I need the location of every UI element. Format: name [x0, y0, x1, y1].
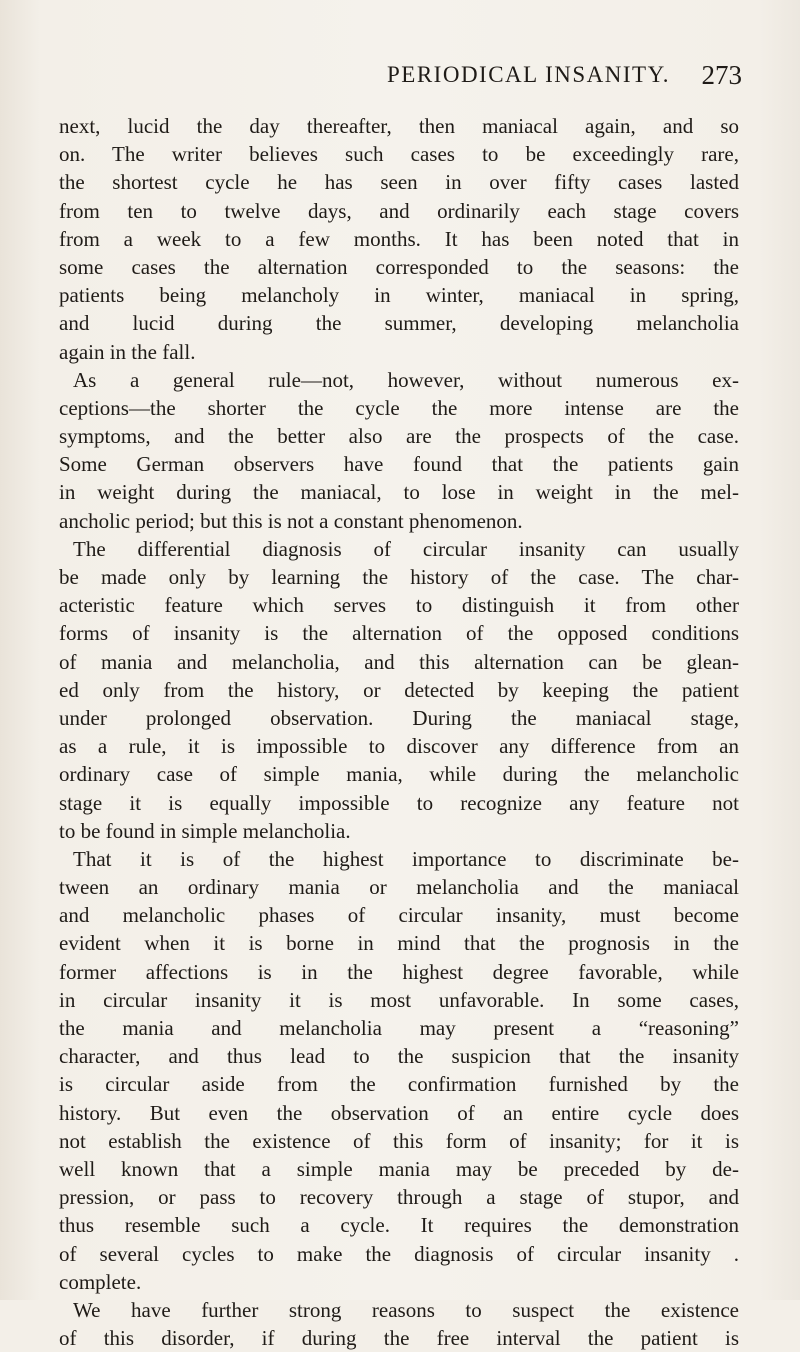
- text-line: the shortest cycle he has seen in over fifty cases lasted: [59, 170, 739, 195]
- text-line: As a general rule—not, however, without numerous ex-: [73, 367, 739, 392]
- text-line: stage it is equally impossible to recognize any feature not: [59, 790, 739, 815]
- text-line: thus resemble such a cycle. It requires the demonstration: [59, 1213, 739, 1238]
- text-line: ordinary case of simple mania, while during the melancholic: [59, 762, 739, 787]
- text-line: ancholic period; but this is not a constant phenomenon.: [59, 508, 523, 533]
- text-line: The differential diagnosis of circular insanity can usually: [73, 536, 739, 561]
- text-line: again in the fall.: [59, 339, 196, 364]
- text-line: be made only by learning the history of the case. The char-: [59, 565, 739, 589]
- text-line: pression, or pass to recovery through a stage of stupor, and: [59, 1185, 739, 1210]
- page-number: 273: [701, 60, 742, 90]
- text-line: tween an ordinary mania or melancholia and the maniacal: [59, 875, 739, 900]
- text-line: as a rule, it is impossible to discover any difference from an: [59, 734, 739, 759]
- text-line: in weight during the maniacal, to lose in weight in the mel-: [59, 480, 739, 505]
- text-line: not establish the existence of this form of insanity; for it is: [59, 1128, 739, 1153]
- text-line: some cases the alternation corresponded to the seasons: the: [59, 254, 739, 279]
- text-line: in circular insanity it is most unfavorable. In some cases,: [59, 987, 739, 1012]
- text-line: acteristic feature which serves to distinguish it from other: [59, 593, 739, 618]
- text-line: under prolonged observation. During the maniacal stage,: [59, 705, 739, 730]
- text-line: well known that a simple mania may be preceded by de-: [59, 1156, 739, 1181]
- text-line: forms of insanity is the alternation of the opposed conditions: [59, 621, 739, 646]
- text-line: next, lucid the day thereafter, then maniacal again, and so: [59, 114, 739, 138]
- text-line: character, and thus lead to the suspicion that the insanity: [59, 1044, 739, 1069]
- text-line: symptoms, and the better also are the prospects of the case.: [59, 424, 739, 449]
- text-line: evident when it is borne in mind that the prognosis in the: [59, 931, 739, 956]
- text-line: and melancholic phases of circular insanity, must become: [59, 903, 739, 928]
- text-line: of this disorder, if during the free interval the patient is: [59, 1326, 739, 1351]
- text-line: ed only from the history, or detected by keeping the patient: [59, 677, 739, 702]
- text-line: Some German observers have found that the patients gain: [59, 452, 739, 477]
- body-text: [59, 112, 739, 1352]
- text-line: of mania and melancholia, and this alternation can be glean-: [59, 649, 739, 674]
- text-line: former affections is in the highest degree favorable, while: [59, 959, 739, 984]
- text-line: to be found in simple melancholia.: [59, 818, 351, 843]
- text-line: patients being melancholy in winter, maniacal in spring,: [59, 283, 739, 308]
- running-head: PERIODICAL INSANITY.: [387, 62, 670, 87]
- text-line: from ten to twelve days, and ordinarily each stage covers: [59, 198, 739, 223]
- text-line: the mania and melancholia may present a “reasoning”: [59, 1016, 739, 1040]
- page-header: [0, 58, 800, 98]
- text-line: of several cycles to make the diagnosis of circular insanity .: [59, 1241, 739, 1266]
- text-line: That it is of the highest importance to discriminate be-: [73, 846, 739, 871]
- text-line: complete.: [59, 1269, 142, 1294]
- text-line: We have further strong reasons to suspect the existence: [73, 1297, 739, 1322]
- text-line: ceptions—the shorter the cycle the more intense are the: [59, 395, 739, 420]
- text-line: on. The writer believes such cases to be exceedingly rare,: [59, 142, 739, 167]
- text-line: and lucid during the summer, developing melancholia: [59, 311, 739, 336]
- text-line: history. But even the observation of an entire cycle does: [59, 1100, 739, 1125]
- text-line: from a week to a few months. It has been noted that in: [59, 226, 739, 251]
- text-line: is circular aside from the confirmation furnished by the: [59, 1072, 739, 1097]
